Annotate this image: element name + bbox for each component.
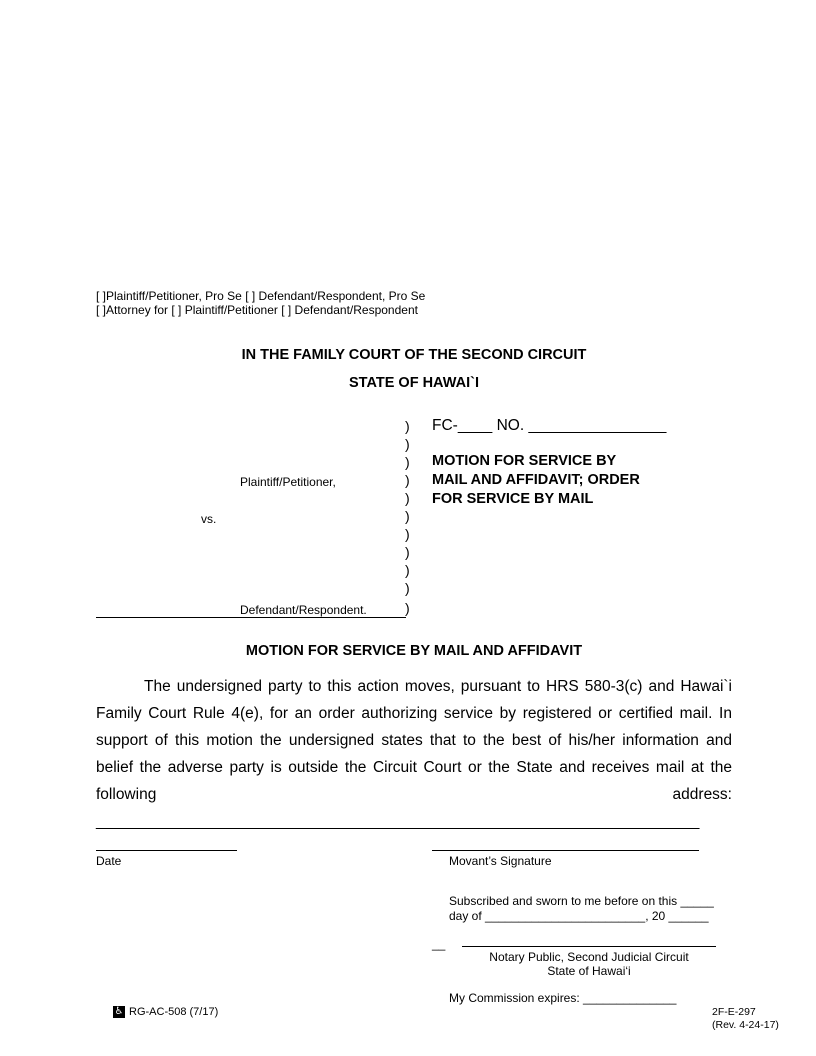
caption-paren: )	[405, 418, 410, 434]
caption-title-line-3: FOR SERVICE BY MAIL	[432, 491, 594, 507]
caption-paren: )	[405, 562, 410, 578]
notary-title: Notary Public, Second Judicial Circuit	[489, 950, 689, 964]
vs-label: vs.	[201, 512, 217, 526]
form-id-block	[113, 1006, 218, 1018]
sworn-line-2: day of ________________________, 20 ______	[449, 909, 709, 923]
caption-title-line-2: MAIL AND AFFIDAVIT; ORDER	[432, 472, 640, 488]
caption-paren: )	[405, 526, 410, 542]
party-role-line-2: [ ]Attorney for [ ] Plaintiff/Petitioner [ ] Defendant/Respondent	[96, 303, 418, 317]
caption-title-line-1: MOTION FOR SERVICE BY	[432, 453, 617, 469]
notary-signature-line	[462, 946, 716, 947]
caption-paren: )	[405, 490, 410, 506]
caption-paren: )	[405, 508, 410, 524]
plaintiff-label: Plaintiff/Petitioner,	[240, 475, 336, 489]
court-name: IN THE FAMILY COURT OF THE SECOND CIRCUIT	[241, 347, 587, 363]
caption-paren: )	[405, 600, 410, 616]
caption-paren: )	[405, 580, 410, 596]
defendant-label: Defendant/Respondent.	[240, 603, 367, 617]
notary-state: State of Hawai‘i	[547, 964, 631, 978]
movant-signature-line	[432, 850, 699, 851]
commission-expires: My Commission expires: ______________	[449, 991, 677, 1005]
form-revision: (Rev. 4-24-17)	[712, 1019, 779, 1031]
form-id: RG-AC-508 (7/17)	[129, 1006, 219, 1018]
case-number: FC-____ NO. ________________	[432, 417, 667, 434]
form-code: 2F-E-297	[712, 1006, 756, 1018]
accessibility-icon: ♿	[114, 1006, 124, 1018]
caption-paren: )	[405, 454, 410, 470]
caption-paren: )	[405, 436, 410, 452]
caption-paren: )	[405, 544, 410, 560]
motion-paragraph: The undersigned party to this action moves, pursuant to HRS 580-3(c) and Hawai`i Family Court Rule 4(e), for an order authorizing service by registered or certified mail. In support of this motion the undersigned states that to the best of his/her information and belief the adverse party is outside the Circuit Court or the State and receives mail at the following address: ______________________________________________________________________	[96, 678, 732, 830]
caption-paren: )	[405, 472, 410, 488]
date-label: Date	[96, 854, 122, 868]
sworn-line-1: Subscribed and sworn to me before on this _____	[449, 894, 714, 908]
notary-dash: __	[432, 937, 446, 951]
movant-signature-label: Movant’s Signature	[449, 854, 552, 868]
caption-bottom-line	[96, 617, 406, 618]
date-line	[96, 850, 237, 851]
court-state: STATE OF HAWAI`I	[349, 375, 479, 391]
motion-heading: MOTION FOR SERVICE BY MAIL AND AFFIDAVIT	[245, 643, 583, 659]
party-role-line-1: [ ]Plaintiff/Petitioner, Pro Se [ ] Defendant/Respondent, Pro Se	[96, 289, 426, 303]
